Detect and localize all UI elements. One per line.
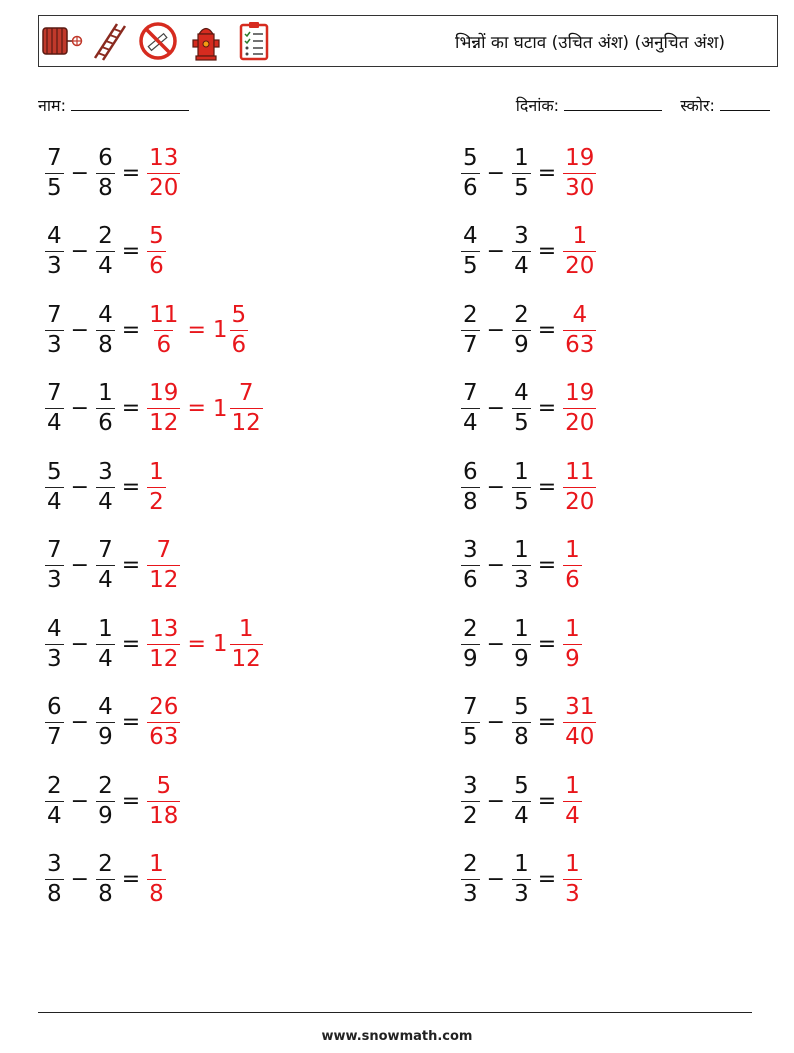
minuend-fraction [45, 615, 64, 672]
subtrahend-fraction-denominator: 3 [514, 567, 529, 593]
minuend-fraction [45, 853, 64, 906]
minuend-fraction-denominator: 5 [463, 253, 478, 279]
minuend-fraction-denominator: 3 [47, 331, 62, 358]
subtrahend-fraction-denominator: 5 [514, 174, 529, 201]
minuend-fraction-denominator: 8 [47, 881, 62, 907]
minuend-fraction-denominator: 3 [47, 645, 62, 672]
answer-fraction-denominator: 20 [565, 253, 595, 279]
equals-sign: = [121, 631, 141, 657]
problem-19 [461, 769, 582, 833]
mixed-fraction-denominator: 6 [231, 331, 247, 358]
mixed-fraction-numerator: 7 [238, 380, 254, 406]
answer-fraction [563, 458, 596, 515]
minuend-fraction-numerator: 7 [47, 537, 62, 563]
subtrahend-fraction [512, 853, 531, 906]
answer-fraction-denominator: 6 [156, 331, 172, 358]
name-field [38, 94, 189, 116]
subtrahend-fraction-denominator: 5 [514, 488, 529, 515]
subtrahend-fraction [96, 615, 115, 672]
minuend-fraction-denominator: 4 [47, 488, 62, 515]
problem-10 [45, 848, 166, 912]
minus-sign: − [70, 788, 90, 814]
answer-fraction [563, 301, 596, 358]
minuend-fraction-denominator: 4 [47, 802, 62, 829]
minuend-fraction-numerator: 6 [47, 694, 62, 720]
checklist-icon [233, 20, 275, 62]
subtrahend-fraction-denominator: 4 [514, 802, 529, 829]
answer-fraction-denominator: 40 [565, 724, 595, 750]
minuend-fraction [45, 225, 64, 278]
minus-sign: − [486, 474, 506, 500]
minuend-fraction-numerator: 5 [463, 144, 478, 171]
minus-sign: − [486, 867, 506, 892]
answer-fraction-denominator: 3 [565, 881, 580, 907]
answer-fraction-denominator: 63 [149, 724, 179, 750]
answer-fraction [147, 382, 180, 435]
subtrahend-fraction [96, 301, 115, 358]
subtrahend-fraction-numerator: 3 [98, 458, 113, 485]
minuend-fraction-denominator: 2 [463, 802, 478, 829]
minuend-fraction-numerator: 6 [463, 458, 478, 485]
answer-fraction [147, 301, 180, 358]
equals-sign: = [121, 553, 141, 578]
mixed-fraction [230, 615, 263, 672]
answer-fraction-numerator: 1 [149, 851, 164, 877]
minuend-fraction-denominator: 9 [463, 645, 478, 672]
subtrahend-fraction [96, 382, 115, 435]
minuend-fraction [45, 539, 64, 592]
answer-fraction-denominator: 12 [149, 645, 179, 672]
minuend-fraction-denominator: 5 [47, 174, 62, 201]
worksheet-title: भिन्नों का घटाव (उचित अंश) (अनुचित अंश) [455, 33, 725, 53]
answer-fraction [563, 853, 582, 906]
minuend-fraction-numerator: 3 [463, 772, 478, 799]
mixed-fraction-numerator: 5 [231, 301, 247, 328]
footer-url: www.snowmath.com [321, 1029, 473, 1044]
answer-fraction-numerator: 26 [149, 694, 179, 720]
problem-17 [461, 612, 582, 676]
mixed-fraction [230, 382, 263, 435]
answer-fraction-numerator: 4 [572, 301, 588, 328]
subtrahend-fraction [512, 615, 531, 672]
minuend-fraction-denominator: 3 [463, 881, 478, 907]
mixed-number-answer [213, 382, 263, 435]
subtrahend-fraction-denominator: 8 [98, 881, 113, 907]
minuend-fraction [45, 458, 64, 515]
equals-sign: = [121, 317, 141, 343]
subtrahend-fraction-numerator: 1 [98, 380, 113, 406]
answer-fraction-denominator: 20 [565, 488, 595, 515]
minuend-fraction-numerator: 2 [47, 772, 62, 799]
minuend-fraction-numerator: 2 [463, 851, 478, 877]
answer-fraction-numerator: 19 [565, 380, 595, 406]
problem-14 [461, 377, 596, 441]
subtrahend-fraction [512, 772, 531, 829]
equals-sign: = [537, 474, 557, 500]
answer-fraction-denominator: 6 [565, 567, 580, 593]
subtrahend-fraction-denominator: 9 [514, 645, 529, 672]
minus-sign: − [486, 788, 506, 814]
equals-sign: = [121, 160, 141, 186]
subtrahend-fraction [512, 225, 531, 278]
minuend-fraction-denominator: 6 [463, 567, 478, 593]
equals-sign-answer: = [187, 396, 206, 421]
answer-fraction [147, 772, 180, 829]
subtrahend-fraction-numerator: 5 [514, 772, 529, 799]
no-smoking-icon [137, 20, 179, 62]
subtrahend-fraction-numerator: 2 [98, 851, 113, 877]
minuend-fraction-denominator: 4 [47, 410, 62, 436]
mixed-number-answer [212, 615, 263, 672]
mixed-whole: 1 [212, 395, 228, 422]
score-blank[interactable] [720, 96, 770, 111]
minuend-fraction-denominator: 5 [463, 724, 478, 750]
answer-fraction [147, 539, 180, 592]
minuend-fraction-numerator: 3 [47, 851, 62, 877]
minus-sign: − [70, 631, 90, 657]
answer-fraction-denominator: 6 [149, 253, 164, 279]
minus-sign: − [70, 239, 90, 264]
answer-fraction-numerator: 7 [156, 537, 172, 563]
minuend-fraction [461, 301, 480, 358]
problem-15 [461, 455, 596, 519]
minuend-fraction-numerator: 7 [47, 144, 62, 171]
subtrahend-fraction-denominator: 8 [514, 724, 529, 750]
answer-fraction-numerator: 11 [565, 458, 595, 485]
mixed-whole: 1 [212, 317, 228, 343]
minuend-fraction-denominator: 7 [463, 331, 478, 358]
subtrahend-fraction-denominator: 8 [98, 174, 113, 201]
minuend-fraction [461, 696, 480, 749]
answer-fraction-numerator: 1 [149, 458, 164, 485]
equals-sign: = [121, 867, 141, 892]
minus-sign: − [486, 631, 506, 657]
minuend-fraction-denominator: 4 [463, 410, 478, 436]
equals-sign: = [537, 631, 557, 657]
score-label: स्कोर: [680, 96, 715, 115]
answer-fraction [563, 615, 582, 672]
minus-sign: − [70, 553, 90, 578]
answer-fraction-denominator: 2 [149, 488, 164, 515]
minuend-fraction-numerator: 7 [47, 301, 62, 328]
minuend-fraction [461, 225, 480, 278]
subtrahend-fraction [96, 696, 115, 749]
equals-sign-answer: = [187, 631, 206, 657]
subtrahend-fraction [96, 853, 115, 906]
equals-sign: = [537, 396, 557, 421]
problem-1 [45, 141, 180, 205]
minus-sign: − [486, 239, 506, 264]
subtrahend-fraction-numerator: 3 [514, 223, 529, 249]
subtrahend-fraction-denominator: 4 [98, 645, 113, 672]
subtrahend-fraction [96, 772, 115, 829]
answer-fraction [563, 144, 596, 201]
answer-fraction-numerator: 13 [149, 615, 179, 642]
answer-fraction [563, 225, 596, 278]
subtrahend-fraction-denominator: 6 [98, 410, 113, 436]
answer-fraction-numerator: 13 [149, 144, 179, 171]
subtrahend-fraction-numerator: 2 [98, 772, 113, 799]
minuend-fraction [461, 853, 480, 906]
answer-fraction-numerator: 11 [149, 301, 179, 328]
problem-7 [45, 612, 263, 676]
answer-fraction-numerator: 1 [572, 223, 588, 249]
equals-sign: = [537, 160, 557, 186]
answer-fraction [147, 225, 166, 278]
minus-sign: − [486, 710, 506, 735]
ladder-icon [89, 20, 131, 62]
subtrahend-fraction-denominator: 8 [98, 331, 113, 358]
minuend-fraction-numerator: 5 [47, 458, 62, 485]
subtrahend-fraction [96, 539, 115, 592]
answer-fraction-numerator: 1 [565, 851, 580, 877]
minuend-fraction [461, 772, 480, 829]
subtrahend-fraction [96, 225, 115, 278]
mixed-fraction-denominator: 12 [231, 410, 261, 436]
answer-fraction-numerator: 5 [149, 223, 164, 249]
answer-fraction-numerator: 5 [156, 772, 172, 799]
subtrahend-fraction-numerator: 1 [514, 537, 529, 563]
minus-sign: − [486, 553, 506, 578]
minus-sign: − [70, 396, 90, 421]
answer-fraction-denominator: 9 [565, 645, 580, 672]
answer-fraction-numerator: 1 [565, 772, 580, 799]
subtrahend-fraction-denominator: 4 [98, 567, 113, 593]
name-blank[interactable] [71, 96, 189, 111]
equals-sign: = [537, 553, 557, 578]
subtrahend-fraction [512, 458, 531, 515]
equals-sign: = [537, 788, 557, 814]
equals-sign: = [121, 788, 141, 814]
answer-fraction [563, 772, 582, 829]
subtrahend-fraction-numerator: 5 [514, 694, 529, 720]
minuend-fraction [461, 382, 480, 435]
answer-fraction [563, 539, 582, 592]
problem-12 [461, 220, 596, 284]
minuend-fraction-numerator: 2 [463, 615, 478, 642]
subtrahend-fraction-denominator: 4 [514, 253, 529, 279]
answer-fraction-numerator: 1 [565, 537, 580, 563]
equals-sign-answer: = [187, 317, 206, 343]
subtrahend-fraction [512, 382, 531, 435]
mixed-fraction-numerator: 1 [238, 615, 254, 642]
mixed-fraction [230, 301, 249, 358]
minuend-fraction-denominator: 3 [47, 567, 62, 593]
subtrahend-fraction-denominator: 3 [514, 881, 529, 907]
problem-18 [461, 691, 596, 755]
minus-sign: − [486, 396, 506, 421]
minuend-fraction-denominator: 8 [463, 488, 478, 515]
minus-sign: − [70, 317, 90, 343]
subtrahend-fraction-numerator: 1 [514, 851, 529, 877]
subtrahend-fraction [512, 301, 531, 358]
answer-fraction-numerator: 19 [565, 144, 595, 171]
answer-fraction-denominator: 63 [565, 331, 595, 358]
problem-11 [461, 141, 596, 205]
answer-fraction-denominator: 8 [149, 881, 164, 907]
subtrahend-fraction-numerator: 4 [98, 301, 113, 328]
answer-fraction [147, 458, 166, 515]
minuend-fraction-numerator: 3 [463, 537, 478, 563]
subtrahend-fraction-numerator: 4 [98, 694, 113, 720]
answer-fraction-numerator: 1 [565, 615, 580, 642]
minuend-fraction [45, 382, 64, 435]
equals-sign: = [121, 396, 141, 421]
answer-fraction-numerator: 31 [565, 694, 595, 720]
equals-sign: = [121, 710, 141, 735]
answer-fraction-denominator: 12 [149, 410, 179, 436]
fire-hydrant-icon [185, 20, 227, 62]
subtrahend-fraction-numerator: 2 [514, 301, 529, 328]
header-icons [41, 20, 275, 62]
subtrahend-fraction-denominator: 5 [514, 410, 529, 436]
subtrahend-fraction-denominator: 4 [98, 253, 113, 279]
subtrahend-fraction-numerator: 1 [98, 615, 113, 642]
subtrahend-fraction-numerator: 4 [514, 380, 529, 406]
subtrahend-fraction-numerator: 6 [98, 144, 113, 171]
mixed-whole: 1 [212, 631, 228, 657]
subtrahend-fraction-denominator: 9 [98, 724, 113, 750]
name-label: नाम: [38, 96, 66, 115]
mixed-number-answer [212, 301, 248, 358]
minuend-fraction [461, 458, 480, 515]
problem-4 [45, 377, 263, 441]
answer-fraction-numerator: 19 [149, 380, 179, 406]
minuend-fraction-numerator: 4 [47, 223, 62, 249]
minuend-fraction [461, 539, 480, 592]
minuend-fraction-denominator: 3 [47, 253, 62, 279]
subtrahend-fraction [512, 696, 531, 749]
problem-16 [461, 534, 582, 598]
header-box [38, 15, 778, 67]
answer-fraction-denominator: 18 [149, 802, 179, 829]
minus-sign: − [70, 160, 90, 186]
fire-hose-reel-icon [41, 20, 83, 62]
answer-fraction-denominator: 20 [149, 174, 179, 201]
problem-9 [45, 769, 180, 833]
minuend-fraction-numerator: 7 [463, 380, 478, 406]
minuend-fraction-numerator: 4 [47, 615, 62, 642]
minus-sign: − [486, 317, 506, 343]
subtrahend-fraction-denominator: 9 [98, 802, 113, 829]
minuend-fraction [45, 144, 64, 201]
equals-sign: = [121, 474, 141, 500]
minus-sign: − [70, 710, 90, 735]
date-score-field [516, 94, 770, 116]
date-blank[interactable] [564, 96, 662, 111]
minuend-fraction-numerator: 7 [463, 694, 478, 720]
problem-6 [45, 534, 180, 598]
answer-fraction [147, 853, 166, 906]
minuend-fraction [45, 696, 64, 749]
equals-sign: = [121, 239, 141, 264]
footer-divider [38, 1012, 752, 1013]
subtrahend-fraction [512, 539, 531, 592]
minus-sign: − [70, 867, 90, 892]
equals-sign: = [537, 710, 557, 735]
mixed-fraction-denominator: 12 [231, 645, 261, 672]
problem-8 [45, 691, 180, 755]
equals-sign: = [537, 317, 557, 343]
minuend-fraction [45, 301, 64, 358]
subtrahend-fraction-numerator: 1 [514, 458, 529, 485]
equals-sign: = [537, 867, 557, 892]
problem-3 [45, 298, 248, 362]
subtrahend-fraction-numerator: 1 [514, 615, 529, 642]
answer-fraction [563, 696, 596, 749]
answer-fraction [147, 696, 180, 749]
answer-fraction-denominator: 20 [565, 410, 595, 436]
answer-fraction-denominator: 4 [565, 802, 580, 829]
subtrahend-fraction [96, 458, 115, 515]
subtrahend-fraction-numerator: 2 [98, 223, 113, 249]
date-label: दिनांक: [515, 96, 560, 115]
minuend-fraction [461, 144, 480, 201]
answer-fraction [147, 144, 180, 201]
problem-20 [461, 848, 582, 912]
minus-sign: − [486, 160, 506, 186]
minuend-fraction [461, 615, 480, 672]
minuend-fraction-denominator: 7 [47, 724, 62, 750]
answer-fraction [563, 382, 596, 435]
answer-fraction-denominator: 30 [565, 174, 595, 201]
subtrahend-fraction-numerator: 7 [98, 537, 113, 563]
minuend-fraction [45, 772, 64, 829]
subtrahend-fraction [96, 144, 115, 201]
subtrahend-fraction-denominator: 4 [98, 488, 113, 515]
minuend-fraction-denominator: 6 [463, 174, 478, 201]
minuend-fraction-numerator: 2 [463, 301, 478, 328]
subtrahend-fraction-denominator: 9 [514, 331, 529, 358]
minus-sign: − [70, 474, 90, 500]
problem-2 [45, 220, 166, 284]
subtrahend-fraction [512, 144, 531, 201]
problem-5 [45, 455, 166, 519]
equals-sign: = [537, 239, 557, 264]
minuend-fraction-numerator: 4 [463, 223, 478, 249]
minuend-fraction-numerator: 7 [47, 380, 62, 406]
answer-fraction [147, 615, 180, 672]
subtrahend-fraction-numerator: 1 [514, 144, 529, 171]
answer-fraction-denominator: 12 [149, 567, 179, 593]
problem-13 [461, 298, 596, 362]
